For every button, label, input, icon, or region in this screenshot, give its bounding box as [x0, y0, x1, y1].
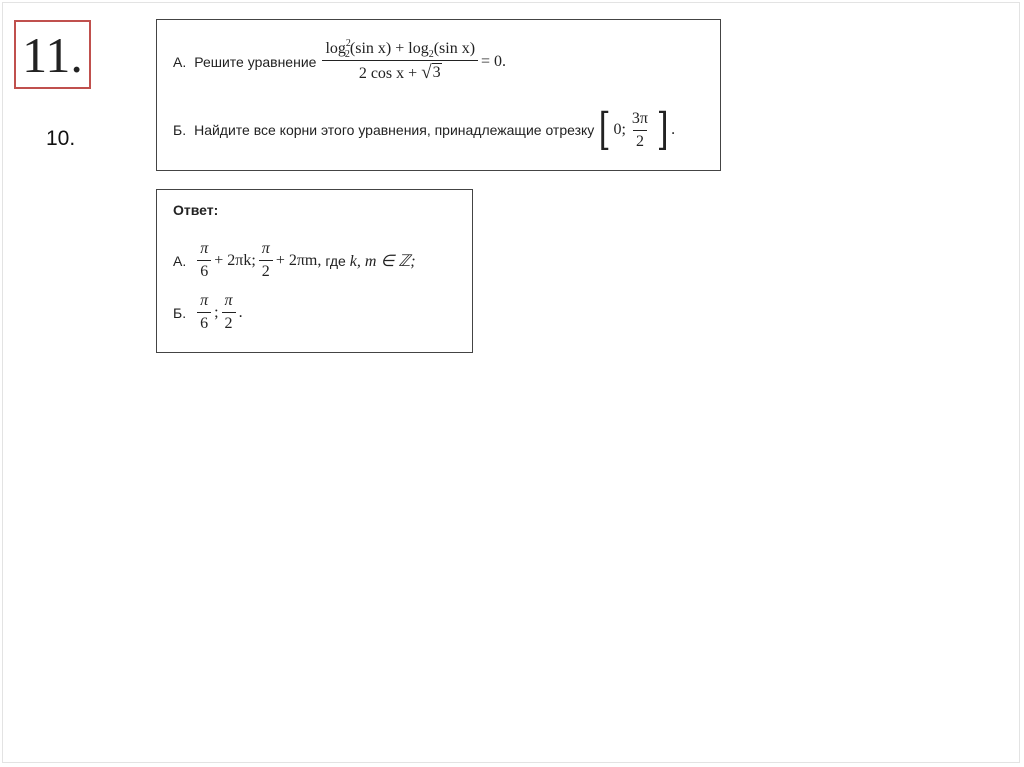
answer-a-label: А. [173, 252, 187, 269]
answer-b-period: . [238, 303, 243, 321]
answer-a-fraction-2 [259, 240, 273, 281]
answer-a-term-1: + 2πk; [214, 251, 256, 269]
task-part-a [173, 40, 506, 83]
log-1: log [325, 40, 346, 57]
log-2: log [408, 40, 429, 57]
answer-a-frac1-num: π [200, 240, 209, 257]
task-panel [156, 19, 721, 171]
answer-b-frac1-num: π [200, 292, 209, 309]
answer-a-fraction-1 [197, 240, 211, 281]
answer-a-where: где [325, 252, 346, 269]
interval-left: 0; [613, 121, 626, 138]
answer-part-a [173, 240, 416, 281]
interval-denominator: 2 [633, 130, 647, 151]
answer-a-frac2-den: 2 [259, 260, 273, 281]
equals-zero: = 0. [481, 52, 507, 70]
answer-b-frac2-num: π [224, 292, 233, 309]
answer-b-fraction-2 [222, 292, 236, 333]
right-bracket: ] [656, 104, 669, 155]
denominator-text: 2 cos x + [358, 65, 418, 82]
answer-b-label: Б. [173, 304, 187, 321]
sqrt-symbol: √ 3 [421, 62, 441, 83]
equation-fraction [322, 40, 478, 83]
task-b-text: Найдите все корни этого уравнения, принадлежащие отрезку [194, 122, 595, 138]
problem-number: 10. [46, 127, 76, 150]
task-b-label: Б. [173, 122, 187, 138]
answer-part-b [173, 292, 243, 333]
left-bracket: [ [598, 104, 611, 155]
answer-title: Ответ: [173, 202, 219, 218]
task-part-b [173, 104, 676, 155]
task-a-text: Решите уравнение [194, 53, 317, 70]
log-2-base: 2 [428, 49, 434, 60]
answer-a-frac2-num: π [261, 240, 270, 257]
task-b-period: . [671, 121, 676, 138]
log-1-power: 2 [345, 38, 351, 49]
log-1-arg: (sin x) [349, 40, 392, 57]
sqrt-value: 3 [432, 64, 441, 82]
log-2-arg: (sin x) [433, 40, 476, 57]
slide-number: 11. [22, 26, 83, 83]
answer-a-term-2: + 2πm, [275, 251, 322, 269]
equation-denominator [322, 60, 478, 83]
plus-sign: + [395, 40, 405, 57]
interval-numerator: 3π [631, 109, 648, 127]
task-a-label: А. [173, 53, 187, 70]
answer-b-frac2-den: 2 [222, 312, 236, 333]
log-1-base: 2 [344, 49, 350, 60]
equation-numerator [322, 40, 478, 60]
answer-b-separator: ; [214, 303, 219, 321]
interval-fraction [629, 110, 651, 151]
answer-a-vars: k, m ∈ ℤ; [349, 252, 416, 270]
answer-a-frac1-den: 6 [197, 260, 211, 281]
slide-number-box [14, 20, 91, 89]
answer-b-fraction-1 [197, 292, 211, 333]
answer-panel [156, 189, 473, 353]
answer-b-frac1-den: 6 [197, 312, 211, 333]
